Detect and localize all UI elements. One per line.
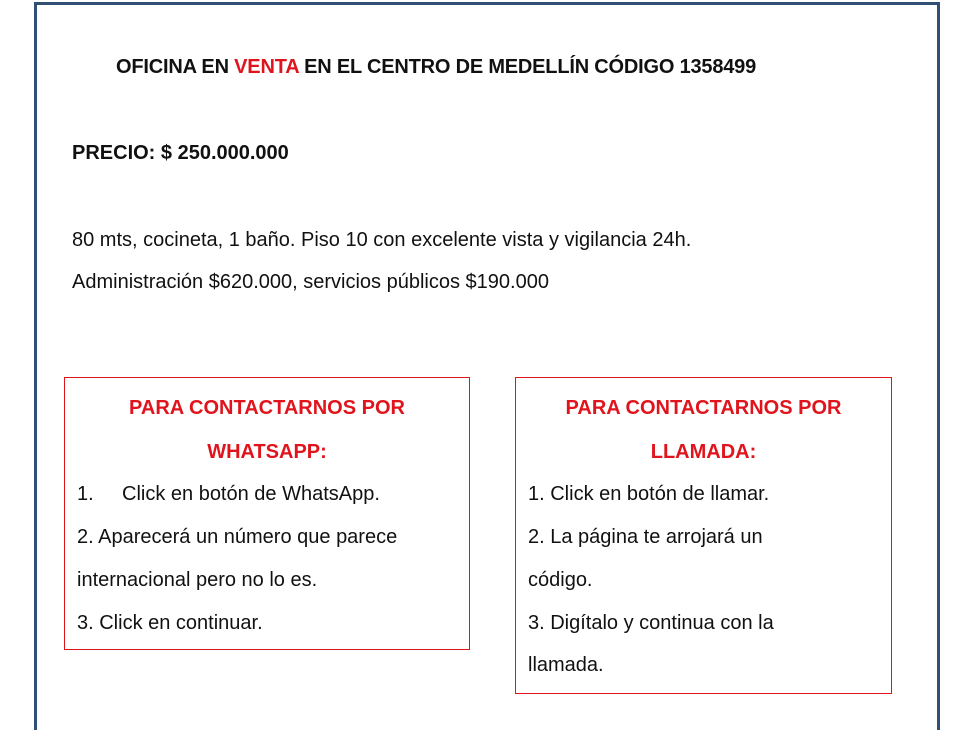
- whatsapp-step-1: [77, 483, 380, 506]
- description-line-2: Administración $620.000, servicios públicos $190.000: [72, 271, 549, 293]
- call-step-3-line-2: llamada.: [528, 654, 604, 676]
- whatsapp-step-3: 3. Click en continuar.: [77, 612, 263, 634]
- title-part-1: OFICINA EN: [116, 56, 235, 78]
- description-line-1: 80 mts, cocineta, 1 baño. Piso 10 con excelente vista y vigilancia 24h.: [72, 229, 692, 251]
- title-part-2: EN EL CENTRO DE MEDELLÍN CÓDIGO 1358499: [298, 56, 757, 78]
- whatsapp-step-1-text: Click en botón de WhatsApp.: [122, 483, 380, 505]
- whatsapp-step-1-number: 1.: [77, 483, 94, 505]
- page-title: [116, 56, 756, 79]
- whatsapp-step-2-line-1: 2. Aparecerá un número que parece: [77, 526, 398, 548]
- whatsapp-heading-line-1: PARA CONTACTARNOS POR: [129, 397, 405, 419]
- call-step-1: 1. Click en botón de llamar.: [528, 483, 770, 505]
- call-step-2-line-1: 2. La página te arrojará un: [528, 526, 763, 548]
- call-step-3-line-1: 3. Digítalo y continua con la: [528, 612, 774, 634]
- whatsapp-heading-line-2: WHATSAPP:: [207, 441, 327, 463]
- call-heading-line-2: LLAMADA:: [650, 441, 757, 463]
- call-contact-box: [515, 377, 892, 694]
- whatsapp-contact-box: [64, 377, 470, 650]
- whatsapp-step-2-line-2: internacional pero no lo es.: [77, 569, 318, 591]
- price-label: PRECIO: $ 250.000.000: [72, 142, 289, 164]
- call-heading-line-1: PARA CONTACTARNOS POR: [565, 397, 842, 419]
- title-highlight-venta: VENTA: [234, 56, 299, 78]
- call-step-2-line-2: código.: [528, 569, 593, 591]
